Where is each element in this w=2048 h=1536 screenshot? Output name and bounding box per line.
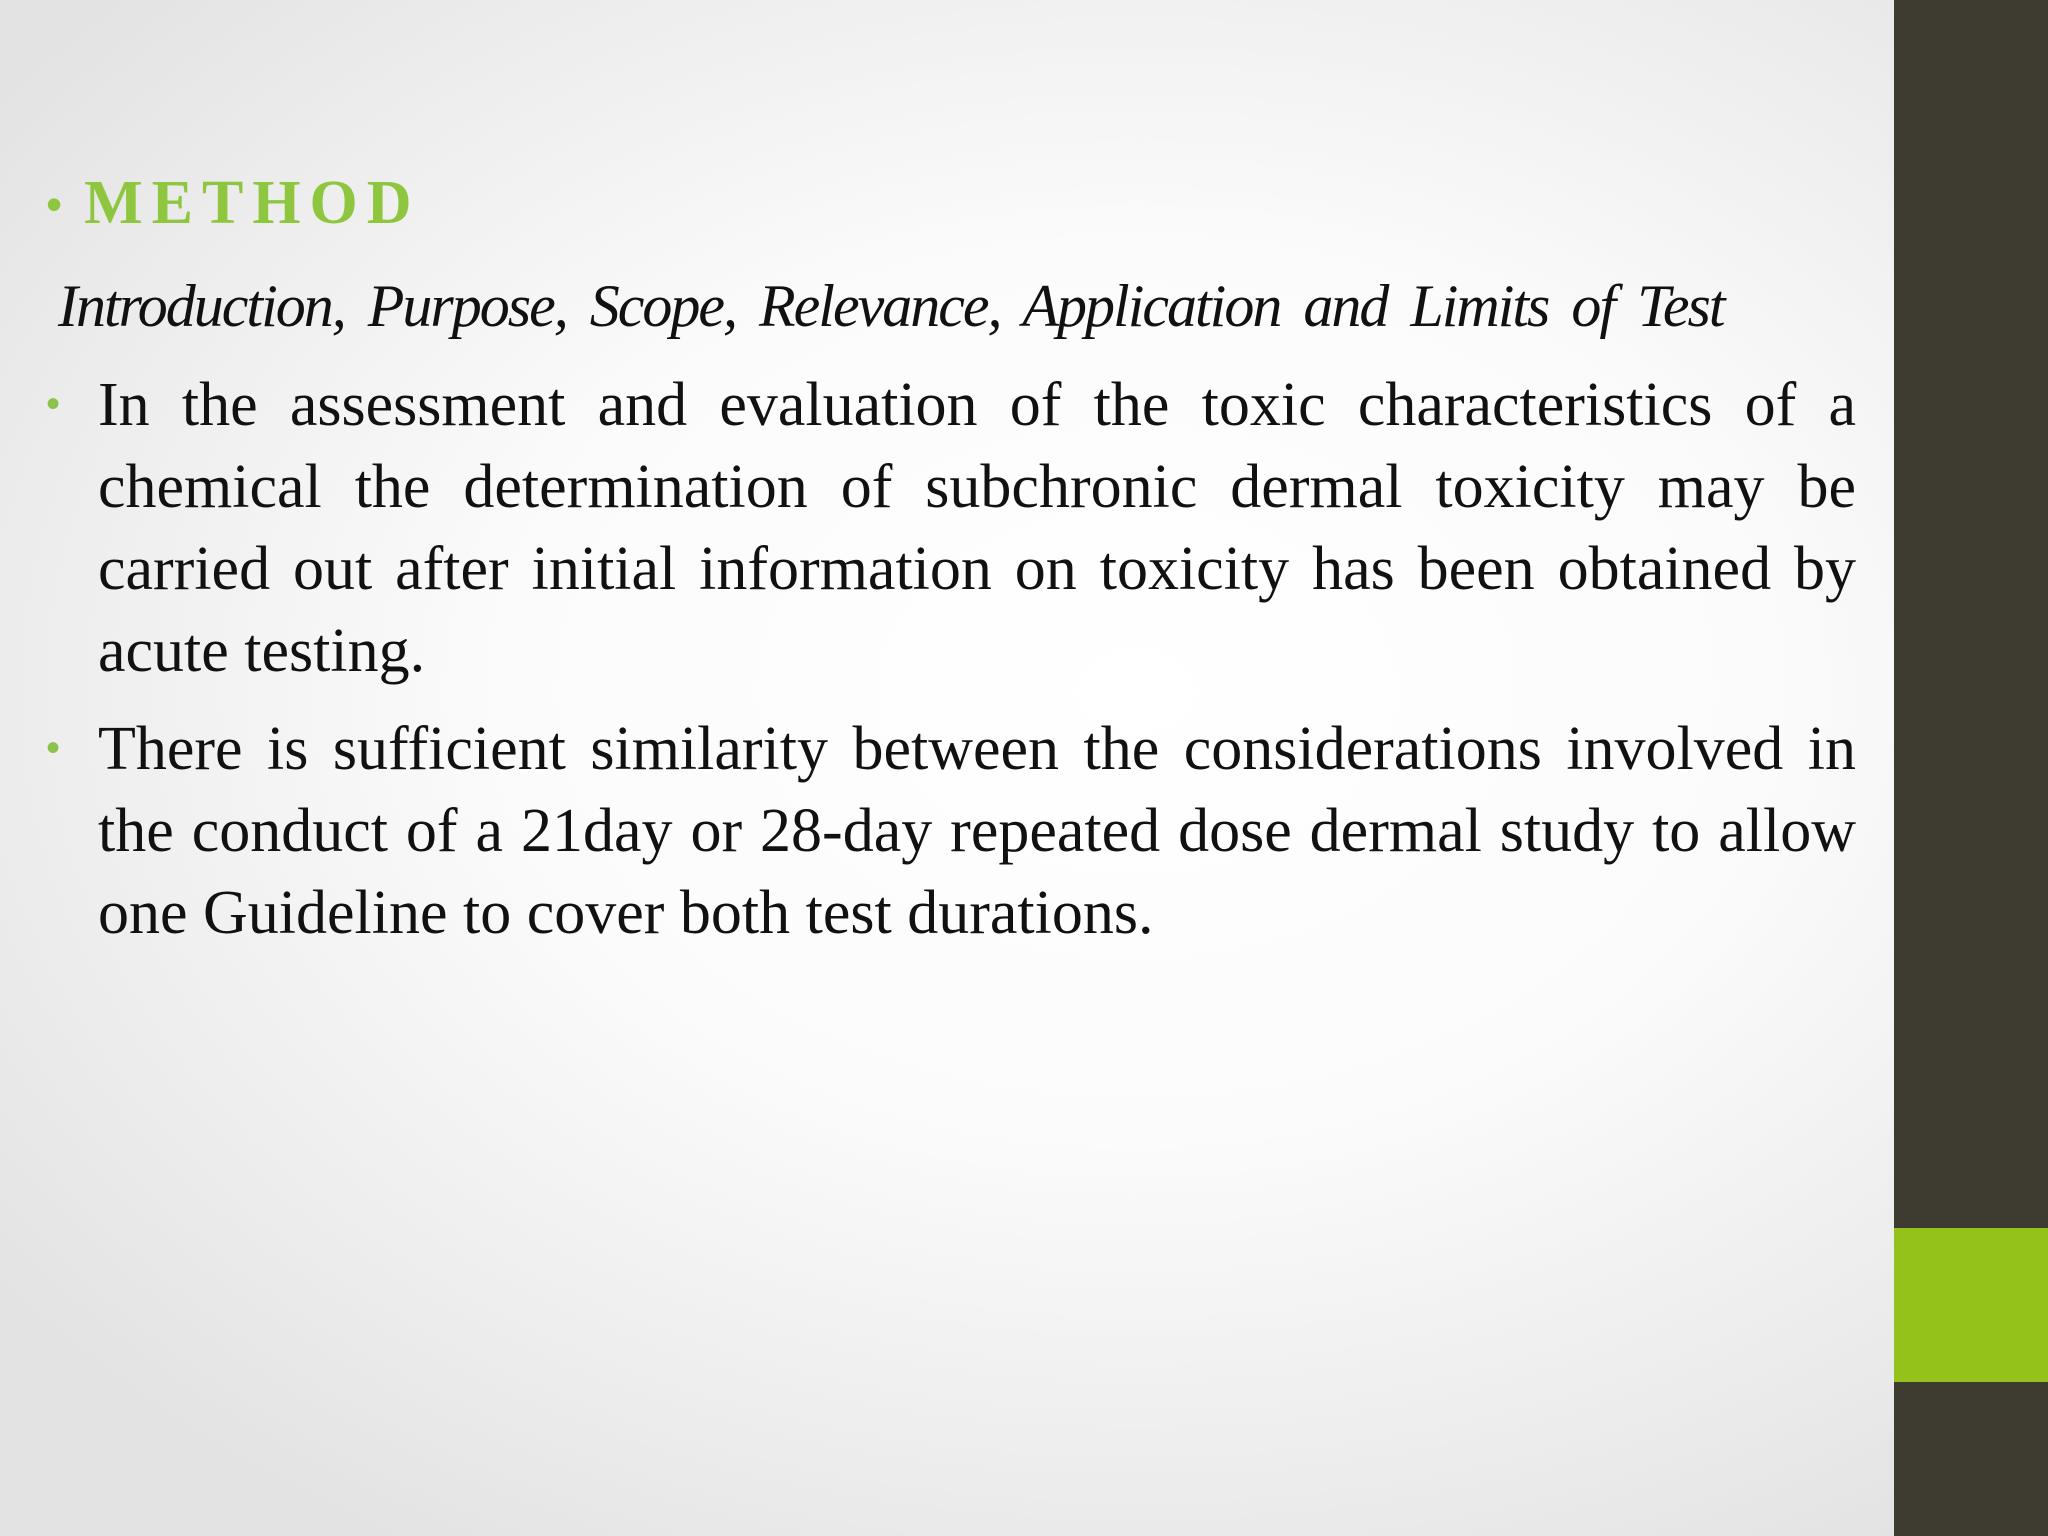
bullet-icon: • <box>46 382 61 426</box>
slide-heading <box>46 168 421 239</box>
bullet-text: In the assessment and evaluation of the toxic characteristics of a chemical the determination of subchronic dermal toxicity may be carried out after initial information on toxicity has been obtained by acute testing. <box>98 371 1856 685</box>
bullet-item <box>46 364 1856 692</box>
heading-text: METHOD <box>84 169 421 237</box>
bullet-icon: • <box>46 726 61 770</box>
bullet-text: There is sufficient similarity between the considerations involved in the conduct of a 21day or 28-day repeated dose dermal study to allow one Guideline to cover both test durations. <box>98 715 1856 947</box>
bullet-icon: • <box>46 177 63 230</box>
bullet-item <box>46 708 1856 954</box>
sidebar-accent-block <box>1894 1228 2048 1382</box>
slide-subtitle: Introduction, Purpose, Scope, Relevance, Application and Limits of Test <box>58 273 1724 339</box>
